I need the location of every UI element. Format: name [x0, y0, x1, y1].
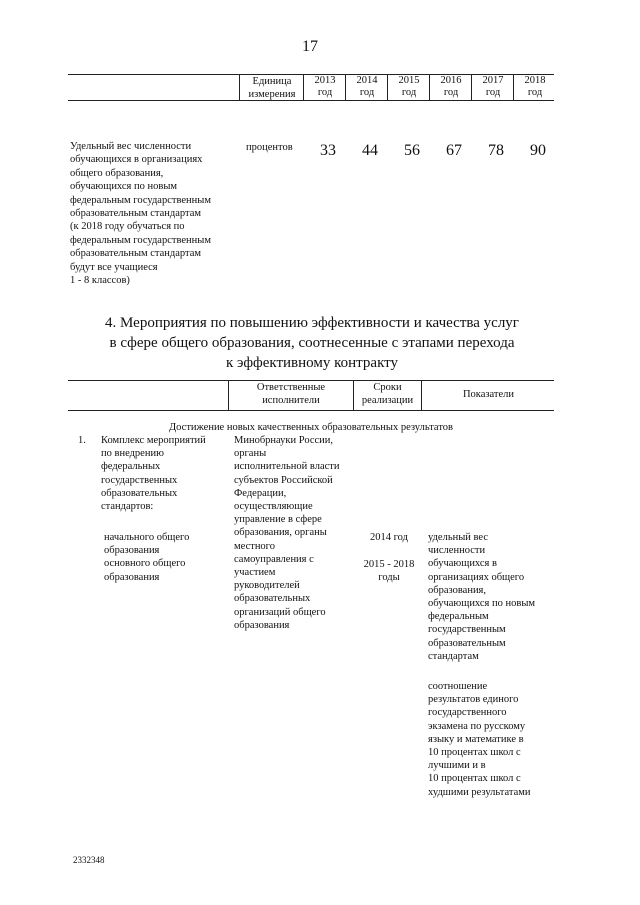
table1-divider [239, 74, 240, 100]
table1-header-year: 2014 год [356, 75, 378, 98]
table1-value: 67 [446, 142, 462, 159]
table1-divider [303, 74, 304, 100]
table2-subheading: Достижение новых качественных образовательных результатов [169, 422, 453, 433]
table1-row-label: Удельный вес численности обучающихся в организациях общего образования, обучающихся по новым федеральным государственным образовательным стандартам (к 2018 году обучаться по федеральным государственным образовательным стандартам будут все учащиеся 1 - 8 классов) [70, 141, 211, 287]
table1-header-rule [68, 100, 554, 101]
term-2014: 2014 год [370, 532, 408, 543]
table1-divider [345, 74, 346, 100]
table1-row-unit: процентов [246, 142, 293, 153]
page-number: 17 [302, 38, 318, 55]
sub-item-text: начального общего образования основного общего образования [104, 532, 190, 583]
table1-header-year: 2017 год [482, 75, 504, 98]
item-text: Комплекс мероприятий по внедрению федеральных государственных образовательных стандартов: [101, 435, 206, 513]
table1-header-unit: Единица измерения [248, 76, 296, 101]
table1-divider [471, 74, 472, 100]
table1-header-year: 2015 год [398, 75, 420, 98]
table1-value: 90 [530, 142, 546, 159]
table1-header-year: 2013 год [314, 75, 336, 98]
table1-header-year: 2018 год [524, 75, 546, 98]
table1-divider [513, 74, 514, 100]
table1-divider [387, 74, 388, 100]
footer-code: 2332348 [73, 855, 105, 865]
item-number: 1. [78, 435, 86, 446]
indicator-ege-ratio: соотношение результатов единого государственного экзамена по русскому языку и математике в 10 процентах школ с лучшими и в 10 процентах школ с худшими результатами [428, 681, 531, 798]
indicator-fgos-share: удельный вес численности обучающихся в организациях общего образования, обучающихся по новым федеральным государственным образовательным стандартам [428, 532, 536, 662]
table1-value: 78 [488, 142, 504, 159]
table2-header-responsible: Ответственные исполнители [256, 382, 326, 407]
table1-header-year: 2016 год [440, 75, 462, 98]
term-2015-2018: 2015 - 2018 годы [363, 559, 415, 584]
table1-value: 56 [404, 142, 420, 159]
table2-header-terms: Сроки реализации [361, 382, 414, 407]
table1-divider [429, 74, 430, 100]
table2-header-indicators: Показатели [462, 389, 515, 400]
table2-divider [421, 380, 422, 410]
table2-divider [228, 380, 229, 410]
table2-header-rule [68, 410, 554, 411]
table1-value: 33 [320, 142, 336, 159]
responsible-text: Минобрнауки России, органы исполнительной власти субъектов Российской Федерации, осуществляющие управление в сфере образования, органы местного самоуправления с участием руководителей образовательных организаций общего образования [234, 435, 340, 631]
section-title: 4. Мероприятия по повышению эффективности и качества услуг в сфере общего образования, соотнесенные с этапами перехода к эффективному контракту [105, 315, 519, 371]
table2-divider [353, 380, 354, 410]
table1-value: 44 [362, 142, 378, 159]
